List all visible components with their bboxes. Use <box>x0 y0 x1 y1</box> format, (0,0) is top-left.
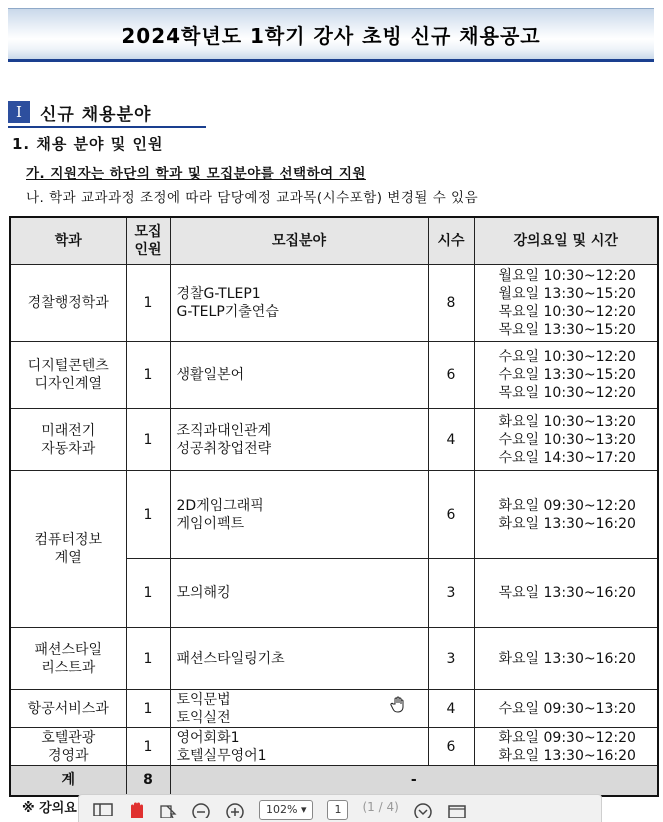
dept-cell <box>10 265 126 342</box>
zoom-value[interactable] <box>259 800 313 820</box>
count-cell: 1 <box>126 690 170 728</box>
hand-tool-icon[interactable] <box>127 800 145 822</box>
total-rest: - <box>170 766 658 796</box>
dept-line: 리스트과 <box>41 659 96 676</box>
document-title: 2024학년도 1학기 강사 초빙 신규 채용공고 <box>121 23 541 48</box>
page-input[interactable] <box>327 800 348 822</box>
schedule-cell <box>474 728 658 766</box>
field-line: 성공취창업전략 <box>176 440 272 457</box>
schedule-line: 목요일 10:30~12:20 <box>498 304 636 320</box>
schedule-line: 화요일 13:30~16:20 <box>498 650 636 667</box>
table-row <box>10 471 658 559</box>
field-line: G-TELP기출연습 <box>176 304 279 320</box>
table-row <box>10 728 658 766</box>
total-row <box>10 766 658 796</box>
field-line: 토익실전 <box>176 709 231 726</box>
schedule-cell <box>474 471 658 559</box>
table-row <box>10 342 658 409</box>
schedule-line: 화요일 13:30~16:20 <box>498 747 636 764</box>
dept-line: 항공서비스과 <box>27 700 109 717</box>
header-count-line2: 인원 <box>134 242 162 258</box>
schedule-line: 월요일 10:30~12:20 <box>498 268 636 284</box>
subsection-title: 1. 채용 분야 및 인원 <box>12 135 164 153</box>
field-line: 2D게임그래픽 <box>176 497 264 514</box>
chevron-down-icon: ▾ <box>300 803 307 816</box>
header-count <box>126 217 170 265</box>
page-total: (1 / 4) <box>362 800 399 814</box>
total-count: 8 <box>126 766 170 796</box>
count-cell: 1 <box>126 728 170 766</box>
schedule-cell <box>474 690 658 728</box>
hours-cell: 8 <box>428 265 474 342</box>
select-tool-icon[interactable] <box>159 800 177 822</box>
section-number: Ⅰ <box>8 101 30 123</box>
schedule-line: 화요일 09:30~12:20 <box>498 729 636 746</box>
dept-cell <box>10 471 126 628</box>
hours-cell: 3 <box>428 628 474 690</box>
hours-cell: 6 <box>428 728 474 766</box>
title-banner <box>8 8 654 62</box>
dept-cell <box>10 690 126 728</box>
field-line: 게임이펙트 <box>176 515 245 532</box>
schedule-line: 수요일 10:30~12:20 <box>498 349 636 365</box>
count-cell: 1 <box>126 409 170 471</box>
footnote: ※ 강의요 <box>22 801 77 816</box>
hours-cell: 6 <box>428 471 474 559</box>
field-cell <box>170 728 428 766</box>
schedule-line: 목요일 10:30~12:20 <box>498 385 636 401</box>
table-row <box>10 628 658 690</box>
recruitment-table <box>9 216 659 797</box>
more-icon[interactable] <box>413 800 433 822</box>
schedule-line: 목요일 13:30~16:20 <box>498 585 636 601</box>
header-field: 모집분야 <box>170 217 428 265</box>
schedule-cell <box>474 559 658 628</box>
dept-cell <box>10 409 126 471</box>
schedule-line: 목요일 13:30~15:20 <box>498 322 636 338</box>
note-b: 나. 학과 교과과정 조정에 따라 담당예정 교과목(시수포함) 변경될 수 있음 <box>26 190 479 206</box>
dept-line: 패션스타일 <box>34 641 103 658</box>
dept-line: 디자인계열 <box>34 376 103 392</box>
field-line: 조직과대인관계 <box>176 422 272 439</box>
table-row <box>10 690 658 728</box>
hours-cell: 4 <box>428 690 474 728</box>
dept-cell <box>10 342 126 409</box>
schedule-line: 화요일 10:30~13:20 <box>498 413 636 430</box>
note-a: 가. 지원자는 하단의 학과 및 모집분야를 선택하여 지원 <box>26 166 366 182</box>
table-row <box>10 265 658 342</box>
field-cell <box>170 471 428 559</box>
field-cell <box>170 559 428 628</box>
field-cell <box>170 265 428 342</box>
schedule-line: 수요일 13:30~15:20 <box>498 367 636 383</box>
schedule-cell <box>474 265 658 342</box>
dept-line: 호텔관광 <box>41 729 96 746</box>
header-count-line1: 모집 <box>134 224 162 240</box>
field-cell <box>170 342 428 409</box>
total-label: 계 <box>10 766 126 796</box>
table-header-row <box>10 217 658 265</box>
zoom-level: 102% <box>266 803 298 816</box>
schedule-line: 수요일 10:30~13:20 <box>498 431 636 448</box>
field-line: 패션스타일링기초 <box>176 650 285 667</box>
field-line: 영어회화1 <box>176 729 240 746</box>
schedule-cell <box>474 409 658 471</box>
dept-line: 계열 <box>54 550 82 566</box>
zoom-out-icon[interactable] <box>191 800 211 822</box>
hours-cell: 6 <box>428 342 474 409</box>
hours-cell: 4 <box>428 409 474 471</box>
count-cell: 1 <box>126 628 170 690</box>
field-cell <box>170 409 428 471</box>
section-header <box>8 98 206 128</box>
schedule-line: 수요일 14:30~17:20 <box>498 449 636 466</box>
dept-line: 미래전기 <box>41 422 96 439</box>
schedule-line: 수요일 09:30~13:20 <box>498 700 636 717</box>
sidebar-icon[interactable] <box>93 800 113 822</box>
dept-line: 경찰행정학과 <box>27 295 109 311</box>
dept-line: 자동차과 <box>41 440 96 457</box>
table-row <box>10 409 658 471</box>
dept-line: 컴퓨터정보 <box>34 532 103 548</box>
count-cell: 1 <box>126 471 170 559</box>
hours-cell: 3 <box>428 559 474 628</box>
zoom-in-icon[interactable] <box>225 800 245 822</box>
field-line: 호텔실무영어1 <box>176 747 267 764</box>
section-title: 신규 채용분야 <box>40 104 152 125</box>
dept-line: 디지털콘텐츠 <box>27 358 109 374</box>
count-cell: 1 <box>126 265 170 342</box>
field-cell <box>170 628 428 690</box>
count-cell: 1 <box>126 559 170 628</box>
schedule-line: 화요일 09:30~12:20 <box>498 497 636 514</box>
field-line: 토익문법 <box>176 691 231 708</box>
field-line: 경찰G-TLEP1 <box>176 286 261 302</box>
dept-cell <box>10 628 126 690</box>
hand-cursor-icon <box>390 696 406 719</box>
field-line: 생활일본어 <box>176 367 245 383</box>
schedule-cell <box>474 342 658 409</box>
schedule-cell <box>474 628 658 690</box>
schedule-line: 화요일 13:30~16:20 <box>498 515 636 532</box>
pdf-toolbar <box>78 794 602 822</box>
header-dept: 학과 <box>10 217 126 265</box>
fit-page-icon[interactable] <box>447 800 467 822</box>
header-hours: 시수 <box>428 217 474 265</box>
field-line: 모의해킹 <box>176 585 231 601</box>
schedule-line: 월요일 13:30~15:20 <box>498 286 636 302</box>
header-schedule: 강의요일 및 시간 <box>474 217 658 265</box>
count-cell: 1 <box>126 342 170 409</box>
zoom-select[interactable] <box>259 800 313 822</box>
page-number-box[interactable]: 1 <box>327 800 348 820</box>
dept-line: 경영과 <box>47 747 89 764</box>
dept-cell <box>10 728 126 766</box>
